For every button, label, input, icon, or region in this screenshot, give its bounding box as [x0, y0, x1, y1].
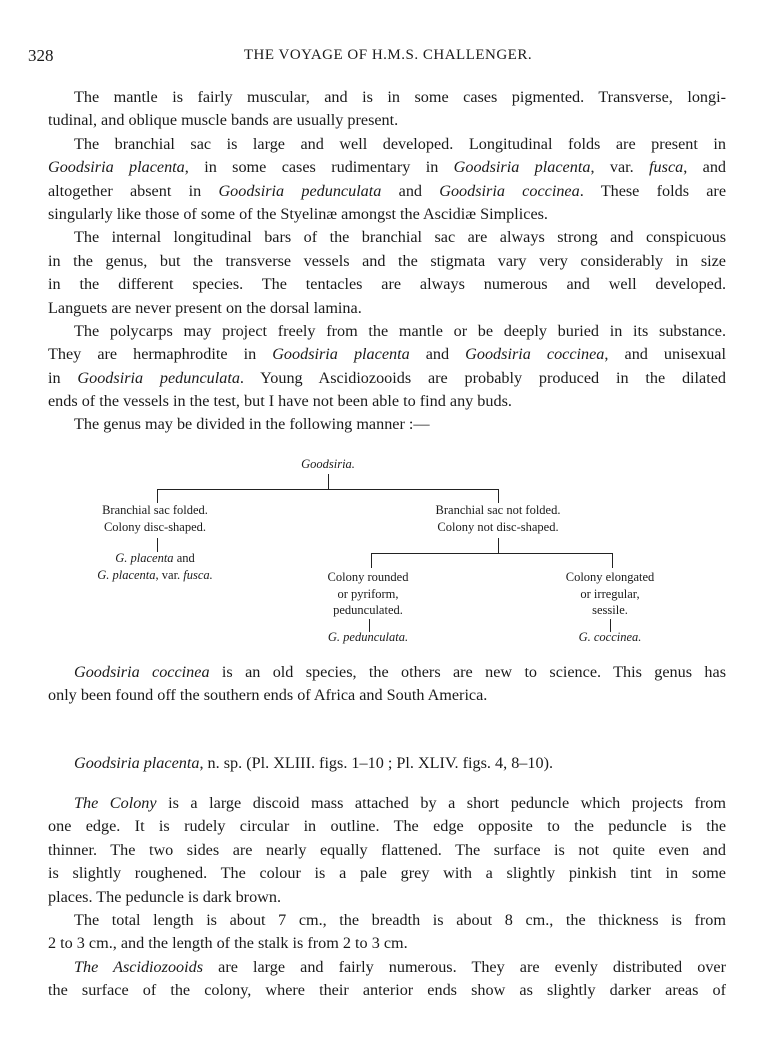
text-line	[48, 343, 726, 366]
text: singularly like those of some of the Styelinæ amongst the Ascidiæ Simplices.	[48, 204, 548, 223]
text: in the different species. The tentacles are always numerous and well developed.	[48, 275, 726, 294]
text: are large and fairly numerous. They are evenly distributed over	[203, 957, 727, 976]
text: The genus may be divided in the following manner :—	[74, 415, 430, 434]
text-line	[48, 413, 726, 436]
text: . These folds are	[579, 181, 727, 200]
text-line	[48, 839, 726, 862]
running-title: THE VOYAGE OF H.M.S. CHALLENGER.	[243, 47, 533, 63]
text-line	[48, 133, 726, 156]
text-line	[48, 156, 726, 179]
diagram-left-node	[102, 502, 208, 535]
text-line	[48, 684, 726, 707]
text: is slightly roughened. The colour is a pale grey with a slightly pinkish tint in some	[48, 864, 726, 883]
text-line	[48, 979, 726, 1002]
text-line	[48, 180, 726, 203]
text: in	[48, 368, 78, 387]
diagram-line	[328, 474, 329, 489]
italic-text: The Colony	[74, 794, 157, 812]
text-line	[48, 320, 726, 343]
diagram-text: , var.	[155, 567, 184, 582]
diagram-species-coccinea: G. coccinea.	[578, 630, 642, 644]
text: in the genus, but the transverse vessels and the stigmata vary very considerably in size	[48, 251, 726, 270]
diagram-line	[371, 553, 372, 568]
text: . Young Ascidiozooids are probably produced in the dilated	[239, 368, 727, 387]
diagram-text: sessile.	[592, 603, 628, 617]
diagram-species-pedunculata: G. pedunculata.	[327, 630, 409, 644]
text-block-description	[48, 792, 726, 1003]
diagram-right-b-node	[566, 569, 655, 619]
text-line	[48, 86, 726, 109]
diagram-right-a-node	[328, 569, 409, 619]
text: , and unisexual	[604, 345, 726, 364]
italic-text: The Ascidiozooids	[74, 957, 204, 976]
text-line	[48, 661, 726, 684]
text: The polycarps may project freely from the mantle or be deeply buried in its substance.	[74, 321, 726, 340]
italic-text: Goodsiria placenta	[272, 345, 410, 364]
text: tudinal, and oblique muscle bands are usually present.	[48, 111, 399, 130]
text-line	[48, 815, 726, 838]
text: and	[381, 181, 440, 200]
text-line	[48, 226, 726, 249]
text: The mantle is fairly muscular, and is in some cases pigmented. Transverse, longi-	[74, 88, 726, 106]
heading-rest: , n. sp. (Pl. XLIII. figs. 1–10 ; Pl. XLIV. figs. 4, 8–10).	[199, 754, 554, 772]
diagram-line	[498, 538, 499, 553]
diagram-text: G. placenta	[97, 567, 156, 582]
diagram-text: Colony not disc-shaped.	[437, 519, 559, 534]
diagram-text: Branchial sac not folded.	[435, 503, 561, 517]
italic-text: Goodsiria pedunculata	[218, 181, 382, 200]
text: places. The peduncle is dark brown.	[48, 887, 281, 906]
text: ends of the vessels in the test, but I have not been able to find any buds.	[48, 392, 512, 411]
diagram-text: Colony elongated	[565, 570, 655, 584]
text-line	[48, 792, 726, 815]
text: is a large discoid mass attached by a short peduncle which projects from	[156, 794, 726, 812]
text-line	[48, 203, 726, 226]
text-line	[48, 273, 726, 296]
italic-text: Goodsiria pedunculata	[77, 368, 240, 387]
text: , and	[683, 158, 727, 177]
text: altogether absent in	[48, 181, 219, 200]
text: They are hermaphrodite in	[48, 345, 273, 364]
heading-species: Goodsiria placenta	[74, 754, 200, 772]
species-heading	[74, 754, 553, 773]
text: only been found off the southern ends of Africa and South America.	[48, 686, 488, 705]
text-line	[48, 297, 726, 320]
diagram-text: Branchial sac folded.	[102, 503, 208, 517]
page-number: 328	[28, 46, 54, 65]
diagram-text: Colony disc-shaped.	[103, 519, 207, 534]
text-block-intro	[48, 86, 726, 437]
text: , in some cases rudimentary in	[184, 158, 454, 177]
diagram-text: and	[173, 551, 195, 565]
italic-text: Goodsiria placenta	[48, 158, 185, 177]
italic-text: Goodsiria placenta	[453, 158, 591, 177]
diagram-root: Goodsiria.	[301, 457, 355, 471]
diagram-line	[157, 489, 499, 490]
text: 2 to 3 cm., and the length of the stalk is from 2 to 3 cm.	[48, 934, 408, 953]
text-line	[48, 956, 726, 979]
text-line	[48, 367, 726, 390]
text: , var.	[590, 158, 650, 177]
diagram-text: Colony rounded	[327, 570, 409, 584]
diagram-line	[498, 489, 499, 503]
text: is an old species, the others are new to science. This genus has	[209, 663, 726, 681]
text-line	[48, 909, 726, 932]
italic-text: fusca	[649, 158, 684, 177]
text-block-genus-note	[48, 661, 726, 708]
italic-text: Goodsiria coccinea	[465, 345, 605, 364]
text: one edge. It is rudely circular in outline. The edge opposite to the peduncle is the	[48, 817, 726, 836]
text-line	[48, 886, 726, 909]
diagram-text: or irregular,	[580, 586, 640, 601]
diagram-text: pedunculated.	[333, 603, 403, 617]
italic-text: Goodsiria coccinea	[74, 663, 210, 681]
diagram-left-species	[97, 550, 213, 583]
text: Languets are never present on the dorsal lamina.	[48, 298, 362, 317]
text-line	[48, 862, 726, 885]
diagram-line	[612, 553, 613, 568]
text: thinner. The two sides are nearly equally flattened. The surface is not quite even and	[48, 840, 726, 859]
text: the surface of the colony, where their anterior ends show as slightly darker areas of	[48, 981, 726, 1000]
diagram-text: fusca.	[183, 567, 213, 582]
diagram-text: G. placenta	[115, 551, 174, 565]
diagram-right-node	[436, 502, 561, 535]
diagram-text: or pyriform,	[337, 586, 399, 601]
diagram-line	[157, 489, 158, 503]
diagram-line	[371, 553, 613, 554]
text: The internal longitudinal bars of the branchial sac are always strong and conspicuous	[74, 228, 726, 247]
italic-text: Goodsiria coccinea	[439, 181, 580, 200]
text: The total length is about 7 cm., the breadth is about 8 cm., the thickness is from	[74, 910, 726, 929]
text-line	[48, 390, 726, 413]
text: The branchial sac is large and well developed. Longitudinal folds are present in	[74, 134, 726, 153]
text: and	[409, 345, 466, 364]
text-line	[48, 109, 726, 132]
text-line	[48, 932, 726, 955]
text-line	[48, 250, 726, 273]
